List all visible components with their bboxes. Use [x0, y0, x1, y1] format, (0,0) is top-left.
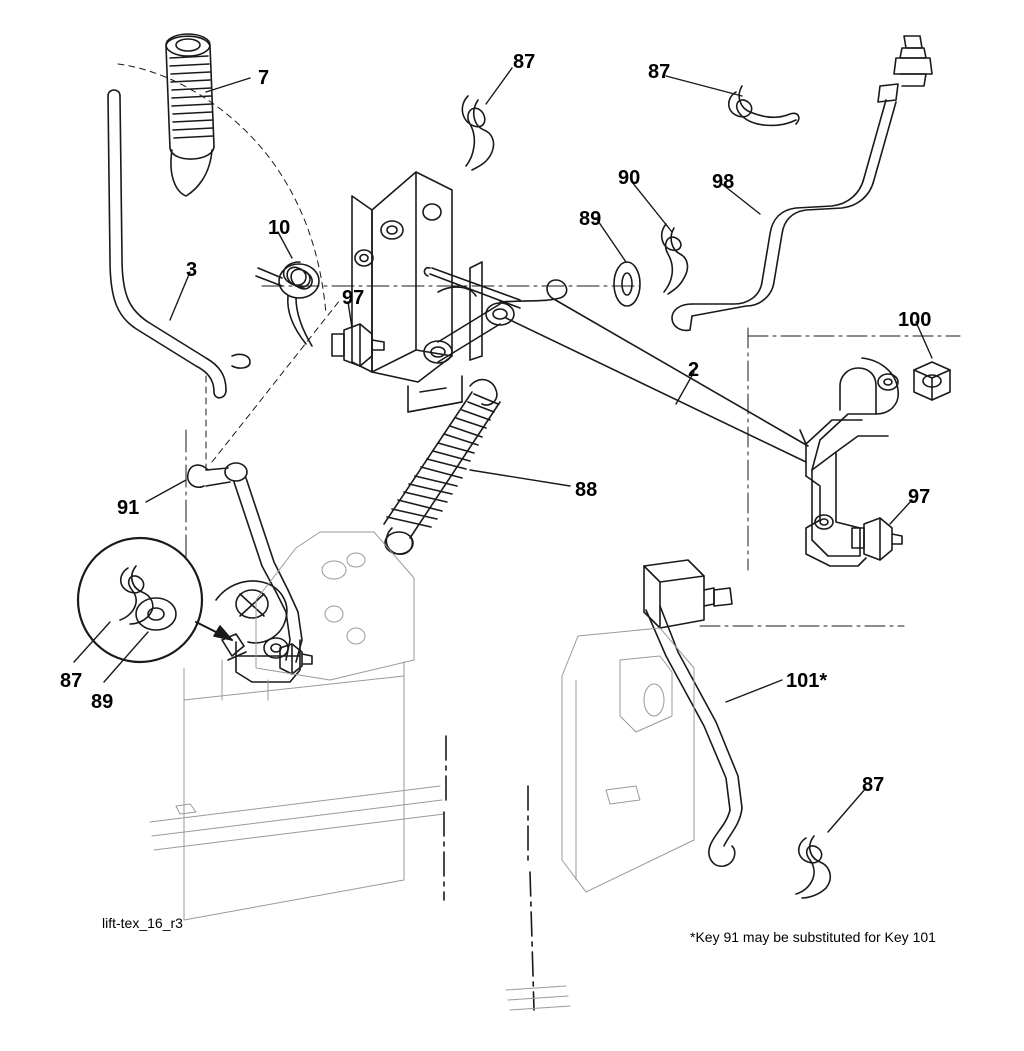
callout-10: 10	[268, 217, 291, 239]
detail-callout-arrow	[196, 622, 232, 640]
callout-87-detail: 87	[60, 670, 83, 692]
callout-2: 2	[688, 359, 700, 381]
callout-3: 3	[186, 259, 198, 281]
callout-88: 88	[575, 479, 598, 501]
callout-89-detail: 89	[91, 691, 114, 713]
callout-101: 101*	[786, 670, 828, 692]
callout-91: 91	[117, 497, 140, 519]
part-7-handle-grip	[166, 34, 214, 196]
part-87b-hairpin-clip	[729, 86, 799, 125]
left-mount-bracket	[216, 581, 312, 682]
part-97a-fastener	[332, 324, 384, 366]
callout-87-top-center: 87	[513, 51, 536, 73]
callout-98: 98	[712, 171, 735, 193]
callout-leader-lines	[74, 68, 932, 832]
detail-89-washer	[136, 598, 176, 630]
part-3-lift-lever-rod	[108, 90, 250, 398]
part-100-nut	[914, 362, 950, 400]
callout-89-upper: 89	[579, 208, 602, 230]
part-89a-washer	[614, 262, 640, 306]
figure-id: lift-tex_16_r3	[102, 915, 183, 931]
detail-callout-circle	[78, 538, 202, 662]
part-101-lift-link	[644, 560, 742, 866]
part-87d-hairpin-clip	[796, 836, 830, 898]
callout-100: 100	[898, 309, 932, 331]
part-2-lift-bracket	[352, 172, 514, 412]
callout-97-lower: 97	[908, 486, 931, 508]
part-10-torsion-spring	[256, 262, 319, 346]
callout-97-upper: 97	[342, 287, 365, 309]
part-87a-hairpin-clip	[462, 96, 493, 170]
part-98-lift-rod	[672, 36, 932, 330]
right-lift-arm-bracket	[800, 358, 898, 566]
part-90-cotter-pin	[662, 224, 688, 294]
callout-87-lower-right: 87	[862, 774, 885, 796]
callout-87-top-right: 87	[648, 61, 671, 83]
callout-90: 90	[618, 167, 641, 189]
callout-7: 7	[258, 67, 270, 89]
footnote: *Key 91 may be substituted for Key 101	[690, 929, 936, 945]
